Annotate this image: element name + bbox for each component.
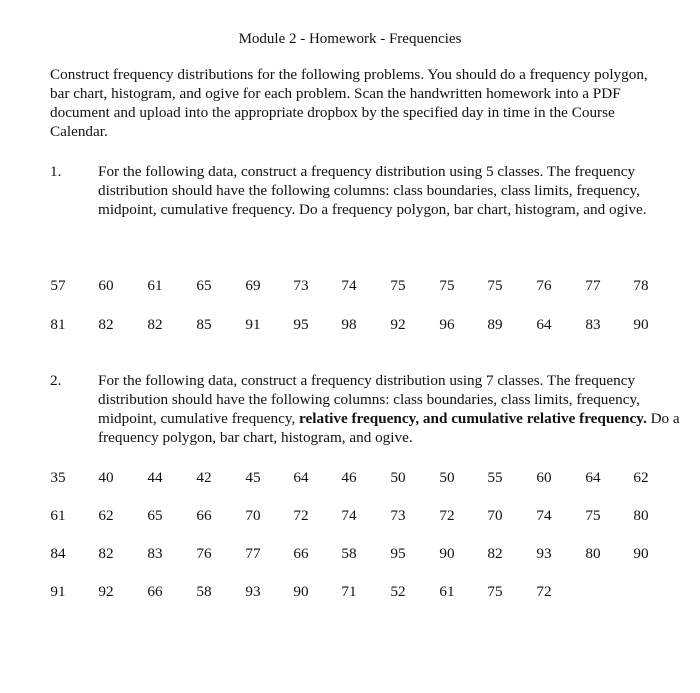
data-value: 84	[50, 545, 66, 562]
data-value: 80	[633, 507, 649, 524]
data-value: 64	[293, 469, 309, 486]
problem-2-text-part-2: Do a frequency polygon, bar chart, histogram, and ogive.	[98, 410, 680, 446]
data-value: 58	[196, 583, 212, 600]
problem-2-number: 2.	[50, 372, 62, 389]
data-value: 75	[487, 583, 503, 600]
data-value: 90	[633, 545, 649, 562]
data-value: 74	[536, 507, 552, 524]
problem-1-number: 1.	[50, 163, 62, 180]
data-value: 72	[293, 507, 309, 524]
data-value: 66	[293, 545, 309, 562]
data-value: 75	[585, 507, 601, 524]
data-value: 50	[390, 469, 406, 486]
data-value: 60	[98, 277, 114, 294]
data-value: 98	[341, 316, 357, 333]
data-value: 80	[585, 545, 601, 562]
data-value: 45	[245, 469, 261, 486]
data-value: 65	[196, 277, 212, 294]
data-value: 72	[536, 583, 552, 600]
data-value: 52	[390, 583, 406, 600]
data-value: 46	[341, 469, 357, 486]
data-value: 76	[536, 277, 552, 294]
data-value: 71	[341, 583, 357, 600]
data-value: 78	[633, 277, 649, 294]
data-value: 74	[341, 507, 357, 524]
problem-1-data-row-1	[0, 276, 700, 296]
data-value: 91	[50, 583, 66, 600]
data-value: 81	[50, 316, 66, 333]
data-value: 61	[147, 277, 163, 294]
data-value: 82	[147, 316, 163, 333]
data-value: 83	[147, 545, 163, 562]
data-value: 75	[487, 277, 503, 294]
data-value: 64	[585, 469, 601, 486]
data-value: 82	[98, 545, 114, 562]
data-value: 90	[633, 316, 649, 333]
data-value: 65	[147, 507, 163, 524]
data-value: 61	[50, 507, 66, 524]
data-value: 77	[245, 545, 261, 562]
data-value: 66	[147, 583, 163, 600]
instructions-paragraph: Construct frequency distributions for the following problems. You should do a frequency polygon, bar chart, histogram, and ogive for each problem. Scan the handwritten homework into a PDF document and upload into the appropriate dropbox by the specified day in time in the Course Calendar.	[50, 66, 648, 140]
problem-2-text-bold: relative frequency, and cumulative relative frequency.	[299, 410, 647, 427]
data-value: 73	[293, 277, 309, 294]
problem-1-text: For the following data, construct a frequency distribution using 5 classes. The frequency distribution should have the following columns: class boundaries, class limits, frequency, midpoint, cumulative frequency. Do a frequency polygon, bar chart, histogram, and ogive.	[98, 163, 647, 218]
problem-2-data-row-4	[0, 582, 700, 602]
data-value: 35	[50, 469, 66, 486]
problem-1-data-row-2	[0, 315, 700, 335]
data-value: 93	[536, 545, 552, 562]
data-value: 89	[487, 316, 503, 333]
problem-2-data-row-1	[0, 468, 700, 488]
document-title: Module 2 - Homework - Frequencies	[238, 31, 462, 47]
data-value: 61	[439, 583, 455, 600]
data-value: 62	[633, 469, 649, 486]
data-value: 66	[196, 507, 212, 524]
data-value: 95	[293, 316, 309, 333]
data-value: 55	[487, 469, 503, 486]
data-value: 75	[390, 277, 406, 294]
data-value: 85	[196, 316, 212, 333]
data-value: 40	[98, 469, 114, 486]
problem-2-data-row-2	[0, 506, 700, 526]
data-value: 70	[245, 507, 261, 524]
data-value: 77	[585, 277, 601, 294]
data-value: 91	[245, 316, 261, 333]
data-value: 44	[147, 469, 163, 486]
data-value: 92	[98, 583, 114, 600]
problem-2-data-row-3	[0, 544, 700, 564]
data-value: 95	[390, 545, 406, 562]
data-value: 93	[245, 583, 261, 600]
data-value: 50	[439, 469, 455, 486]
problem-2-text-part-1: For the following data, construct a frequency distribution using 7 classes. The frequency distribution should have the following columns: class boundaries, class limits, frequency, midpoint, cumulative frequency,	[98, 372, 640, 427]
data-value: 58	[341, 545, 357, 562]
data-value: 90	[439, 545, 455, 562]
data-value: 75	[439, 277, 455, 294]
data-value: 76	[196, 545, 212, 562]
data-value: 69	[245, 277, 261, 294]
data-value: 70	[487, 507, 503, 524]
data-value: 74	[341, 277, 357, 294]
data-value: 64	[536, 316, 552, 333]
data-value: 82	[487, 545, 503, 562]
problem-2-text	[98, 371, 683, 447]
data-value: 96	[439, 316, 455, 333]
data-value: 57	[50, 277, 66, 294]
data-value: 83	[585, 316, 601, 333]
data-value: 73	[390, 507, 406, 524]
data-value: 62	[98, 507, 114, 524]
data-value: 72	[439, 507, 455, 524]
data-value: 90	[293, 583, 309, 600]
data-value: 42	[196, 469, 212, 486]
data-value: 92	[390, 316, 406, 333]
data-value: 82	[98, 316, 114, 333]
data-value: 60	[536, 469, 552, 486]
